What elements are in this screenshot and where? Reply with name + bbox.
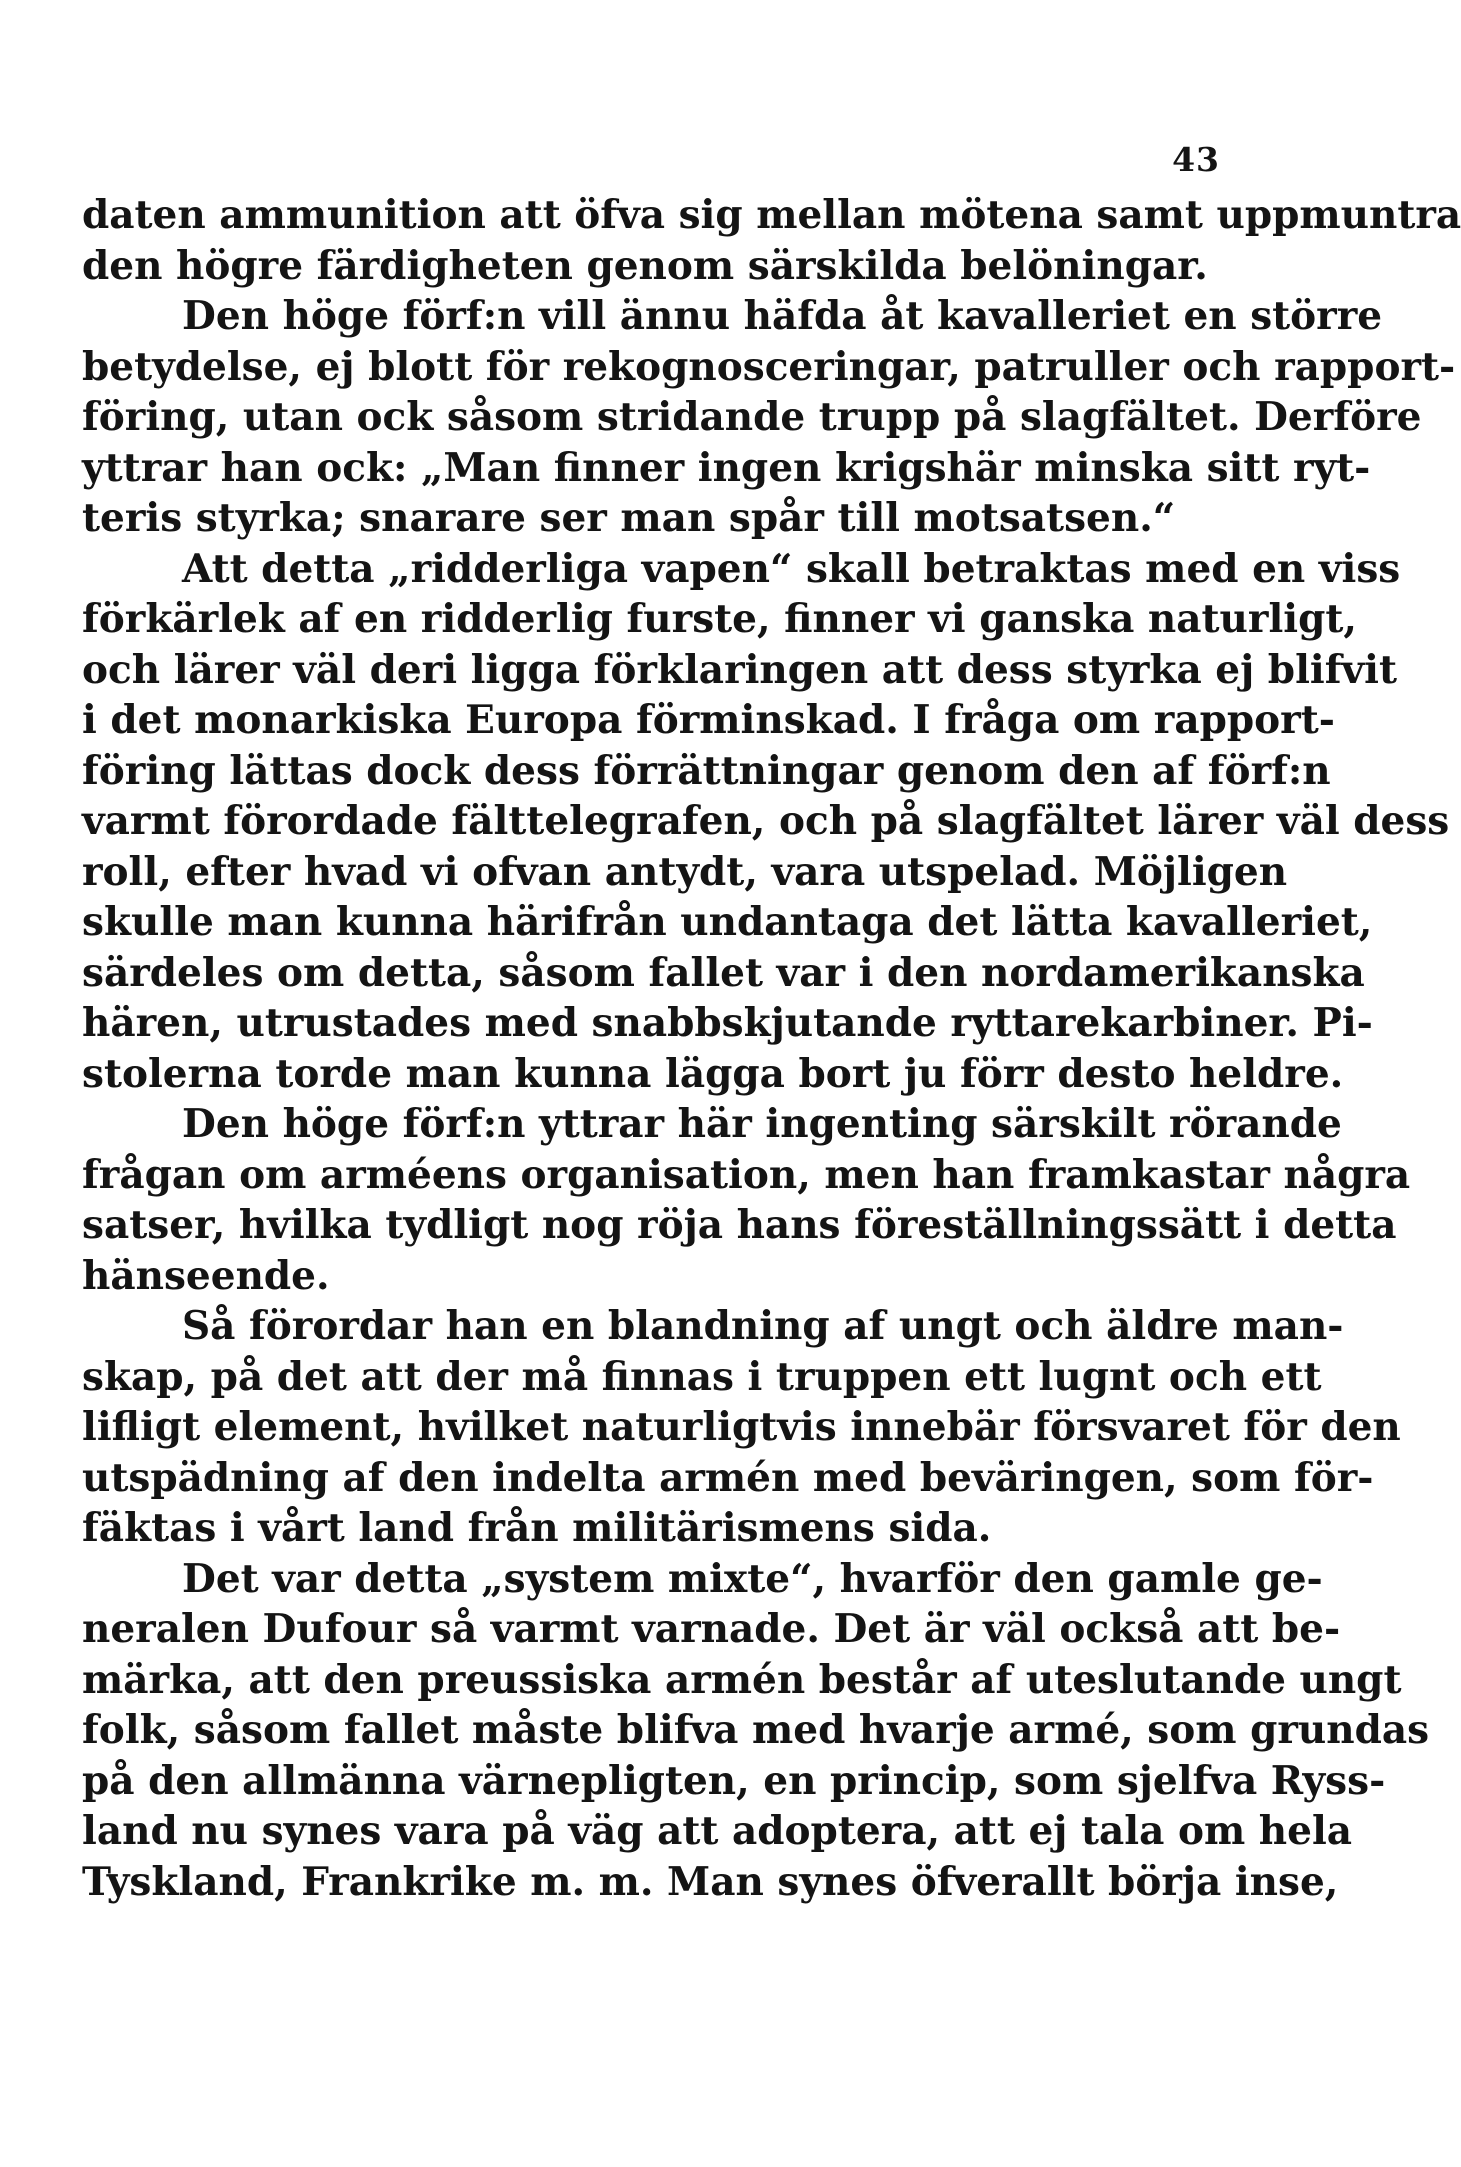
text-line: stolerna torde man kunna lägga bort ju förr desto heldre. (82, 1050, 1344, 1097)
text-line: Det var detta „system mixte“, hvarför den gamle ge- (182, 1555, 1323, 1602)
text-line: Tyskland, Frankrike m. m. Man synes öfverallt börja inse, (82, 1858, 1339, 1905)
text-line: Den höge förf:n yttrar här ingenting särskilt rörande (182, 1101, 1342, 1147)
text-line: föring, utan ock såsom stridande trupp på slagfältet. Derföre (82, 394, 1422, 440)
text-line: Den höge förf:n vill ännu häfda åt kavalleriet en större (182, 293, 1383, 339)
text-line: betydelse, ej blott för rekognosceringar, patruller och rapport- (82, 343, 1456, 390)
text-line: och lärer väl deri ligga förklaringen att dess styrka ej blifvit (82, 646, 1397, 693)
text-line: hären, utrustades med snabbskjutande ryttarekarbiner. Pi- (82, 1000, 1373, 1046)
text-line: förkärlek af en ridderlig furste, finner vi ganska naturligt, (82, 596, 1357, 642)
text-line: yttrar han ock: „Man finner ingen krigshär minska sitt ryt- (82, 444, 1371, 491)
text-line: folk, såsom fallet måste blifva med hvarje armé, som grundas (82, 1707, 1430, 1753)
text-line: särdeles om detta, såsom fallet var i den nordamerikanska (82, 949, 1365, 996)
text-line: fäktas i vårt land från militärismens sida. (82, 1505, 992, 1551)
text-line: teris styrka; snarare ser man spår till motsatsen.“ (82, 495, 1176, 541)
text-line: i det monarkiska Europa förminskad. I fråga om rapport- (82, 697, 1335, 743)
text-line: hänseende. (82, 1252, 330, 1299)
body-text (82, 190, 1461, 1907)
text-line: på den allmänna värnepligten, en princip, som sjelfva Ryss- (82, 1757, 1386, 1804)
text-line: Att detta „ridderliga vapen“ skall betraktas med en viss (182, 545, 1401, 592)
text-line: föring lättas dock dess förrättningar genom den af förf:n (82, 747, 1331, 794)
text-line: daten ammunition att öfva sig mellan mötena samt uppmuntra (82, 192, 1461, 238)
text-line: skap, på det att der må finnas i truppen ett lugnt och ett (82, 1353, 1322, 1400)
text-line: frågan om arméens organisation, men han framkastar några (82, 1151, 1411, 1198)
text-line: neralen Dufour så varmt varnade. Det är väl också att be- (82, 1606, 1341, 1652)
text-line: satser, hvilka tydligt nog röja hans föreställningssätt i detta (82, 1202, 1397, 1248)
page-number: 43 (1172, 140, 1220, 179)
text-line: den högre färdigheten genom särskilda belöningar. (82, 242, 1208, 289)
text-line: roll, efter hvad vi ofvan antydt, vara utspelad. Möjligen (82, 848, 1288, 895)
text-line: utspädning af den indelta armén med beväringen, som för- (82, 1454, 1374, 1501)
text-line: skulle man kunna härifrån undantaga det lätta kavalleriet, (82, 899, 1373, 945)
text-line: land nu synes vara på väg att adoptera, att ej tala om hela (82, 1808, 1353, 1854)
text-line: Så förordar han en blandning af ungt och äldre man- (182, 1303, 1344, 1349)
text-line: märka, att den preussiska armén består af uteslutande ungt (82, 1656, 1402, 1703)
text-line: lifligt element, hvilket naturligtvis innebär försvaret för den (82, 1404, 1401, 1450)
text-line: varmt förordade fälttelegrafen, och på slagfältet lärer väl dess (82, 798, 1450, 844)
